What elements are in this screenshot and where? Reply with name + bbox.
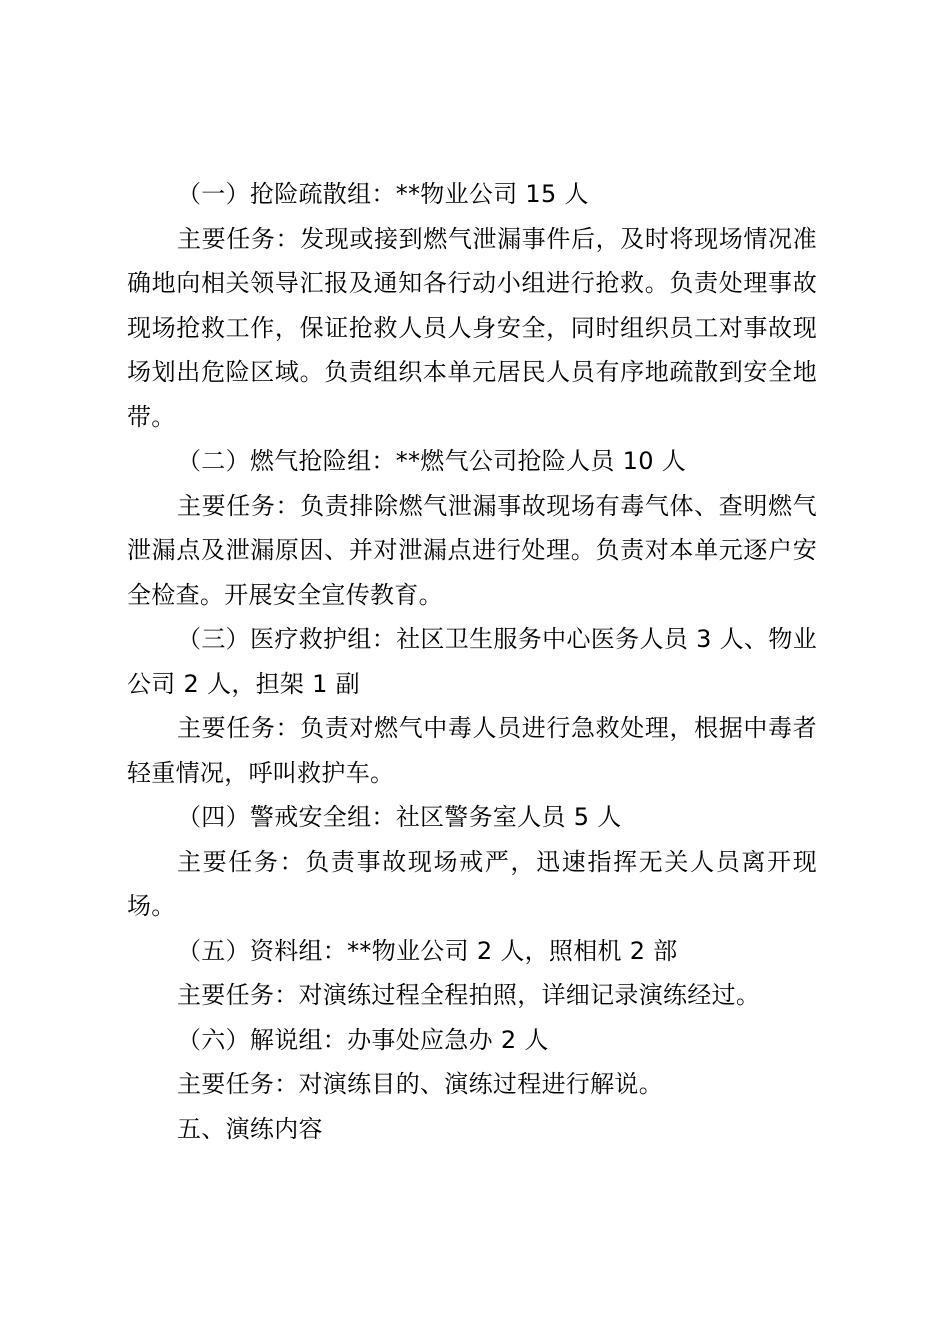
section-heading-gas-rescue-group: （二）燃气抢险组：**燃气公司抢险人员 10 人 — [177, 447, 686, 475]
paragraph-security-tasks: 主要任务：负责事故现场戒严，迅速指挥无关人员离开现场。 — [127, 847, 817, 920]
section-heading-medical-group: （三）医疗救护组：社区卫生服务中心医务人员 3 人、物业公司 2 人，担架 1 副 — [127, 625, 817, 698]
section-heading-drill-content: 五、演练内容 — [177, 1114, 323, 1143]
document-body — [127, 172, 817, 1151]
paragraph-evacuation-tasks: 主要任务：发现或接到燃气泄漏事件后，及时将现场情况准确地向相关领导汇报及通知各行动小组进行抢救。负责处理事故现场抢救工作，保证抢救人员人身安全，同时组织员工对事故现场划出危险区域。负责组织本单元居民人员有序地疏散到安全地带。 — [127, 224, 817, 431]
section-heading-commentary-group: （六）解说组：办事处应急办 2 人 — [177, 1025, 549, 1054]
section-heading-evacuation-group: （一）抢险疏散组：**物业公司 15 人 — [177, 180, 589, 208]
paragraph-medical-tasks: 主要任务：负责对燃气中毒人员进行急救处理，根据中毒者轻重情况，呼叫救护车。 — [127, 714, 817, 787]
paragraph-gas-rescue-tasks: 主要任务：负责排除燃气泄漏事故现场有毒气体、查明燃气泄漏点及泄漏原因、并对泄漏点进行处理。负责对本单元逐户安全检查。开展安全宣传教育。 — [127, 491, 817, 609]
paragraph-records-tasks: 主要任务：对演练过程全程拍照，详细记录演练经过。 — [177, 981, 761, 1009]
paragraph-commentary-tasks: 主要任务：对演练目的、演练过程进行解说。 — [177, 1070, 663, 1098]
section-heading-records-group: （五）资料组：**物业公司 2 人，照相机 2 部 — [177, 936, 678, 965]
section-heading-security-group: （四）警戒安全组：社区警务室人员 5 人 — [177, 803, 622, 831]
